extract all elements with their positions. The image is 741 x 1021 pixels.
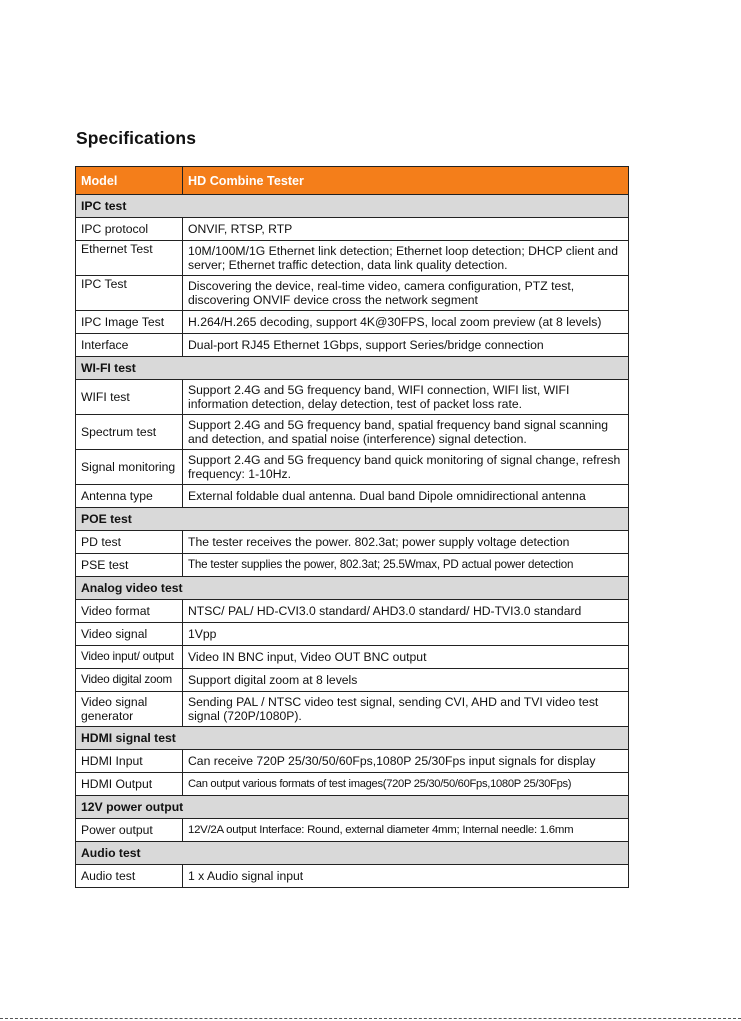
table-row	[76, 334, 629, 357]
table-row	[76, 218, 629, 241]
section-title: WI-FI test	[76, 357, 629, 380]
table-row	[76, 415, 629, 450]
table-row	[76, 773, 629, 796]
row-label: HDMI Output	[76, 773, 183, 796]
section-row-12v-power-output	[76, 796, 629, 819]
row-value: 1 x Audio signal input	[183, 865, 629, 888]
row-value: Can receive 720P 25/30/50/60Fps,1080P 25/30Fps input signals for display	[183, 750, 629, 773]
table-row	[76, 554, 629, 577]
table-row	[76, 692, 629, 727]
section-title: HDMI signal test	[76, 727, 629, 750]
row-value: Dual-port RJ45 Ethernet 1Gbps, support Series/bridge connection	[183, 334, 629, 357]
row-label: Antenna type	[76, 485, 183, 508]
table-row	[76, 276, 629, 311]
row-value: 12V/2A output Interface: Round, external diameter 4mm; Internal needle: 1.6mm	[183, 819, 629, 842]
row-label: HDMI Input	[76, 750, 183, 773]
row-value: Discovering the device, real-time video, camera configuration, PTZ test, discovering ONVIF device cross the network segment	[183, 276, 629, 311]
row-value: Can output various formats of test images(720P 25/30/50/60Fps,1080P 25/30Fps)	[183, 773, 629, 796]
row-label: Signal monitoring	[76, 450, 183, 485]
row-value: Support 2.4G and 5G frequency band, spatial frequency band signal scanning and detection, and spatial noise (interference) signal detection.	[183, 415, 629, 450]
table-row	[76, 600, 629, 623]
row-value: The tester receives the power. 802.3at; power supply voltage detection	[183, 531, 629, 554]
section-title: POE test	[76, 508, 629, 531]
table-row	[76, 865, 629, 888]
page-bottom-divider	[0, 1018, 741, 1019]
row-value: H.264/H.265 decoding, support 4K@30FPS, local zoom preview (at 8 levels)	[183, 311, 629, 334]
row-label: Power output	[76, 819, 183, 842]
row-label: IPC protocol	[76, 218, 183, 241]
row-value: External foldable dual antenna. Dual band Dipole omnidirectional antenna	[183, 485, 629, 508]
section-title: 12V power output	[76, 796, 629, 819]
table-row	[76, 819, 629, 842]
section-title: Audio test	[76, 842, 629, 865]
row-value: 1Vpp	[183, 623, 629, 646]
row-label: PSE test	[76, 554, 183, 577]
row-value: Support 2.4G and 5G frequency band quick monitoring of signal change, refresh frequency: 1-10Hz.	[183, 450, 629, 485]
specifications-table	[75, 166, 629, 888]
table-row	[76, 750, 629, 773]
row-label: Audio test	[76, 865, 183, 888]
row-label: IPC Test	[76, 276, 183, 311]
row-label: WIFI test	[76, 380, 183, 415]
section-row-wifi-test	[76, 357, 629, 380]
section-row-audio-test	[76, 842, 629, 865]
section-title: Analog video test	[76, 577, 629, 600]
table-row	[76, 241, 629, 276]
table-row	[76, 646, 629, 669]
header-model-label: Model	[76, 167, 183, 195]
section-title: IPC test	[76, 195, 629, 218]
row-value: Support 2.4G and 5G frequency band, WIFI connection, WIFI list, WIFI information detection, delay detection, test of packet loss rate.	[183, 380, 629, 415]
row-label: Ethernet Test	[76, 241, 183, 276]
page-title: Specifications	[76, 128, 197, 148]
table-row	[76, 623, 629, 646]
table-row	[76, 450, 629, 485]
row-value: ONVIF, RTSP, RTP	[183, 218, 629, 241]
section-row-poe-test	[76, 508, 629, 531]
row-label: PD test	[76, 531, 183, 554]
table-row	[76, 311, 629, 334]
row-value: The tester supplies the power, 802.3at; 25.5Wmax, PD actual power detection	[183, 554, 629, 577]
row-label: Video digital zoom	[76, 669, 183, 692]
row-value: Support digital zoom at 8 levels	[183, 669, 629, 692]
row-label: Video input/ output	[76, 646, 183, 669]
row-value: NTSC/ PAL/ HD-CVI3.0 standard/ AHD3.0 standard/ HD-TVI3.0 standard	[183, 600, 629, 623]
table-header-row	[76, 167, 629, 195]
row-label: Video format	[76, 600, 183, 623]
row-value: 10M/100M/1G Ethernet link detection; Ethernet loop detection; DHCP client and server; Ethernet traffic detection, data link quality detection.	[183, 241, 629, 276]
row-label: Video signal generator	[76, 692, 183, 727]
table-row	[76, 669, 629, 692]
section-row-analog-video-test	[76, 577, 629, 600]
row-label: Video signal	[76, 623, 183, 646]
table-row	[76, 531, 629, 554]
table-row	[76, 380, 629, 415]
header-model-value: HD Combine Tester	[183, 167, 629, 195]
row-label: IPC Image Test	[76, 311, 183, 334]
section-row-ipc-test	[76, 195, 629, 218]
row-label: Interface	[76, 334, 183, 357]
row-value: Sending PAL / NTSC video test signal, sending CVI, AHD and TVI video test signal (720P/1080P).	[183, 692, 629, 727]
row-label: Spectrum test	[76, 415, 183, 450]
section-row-hdmi-signal-test	[76, 727, 629, 750]
row-value: Video IN BNC input, Video OUT BNC output	[183, 646, 629, 669]
table-row	[76, 485, 629, 508]
